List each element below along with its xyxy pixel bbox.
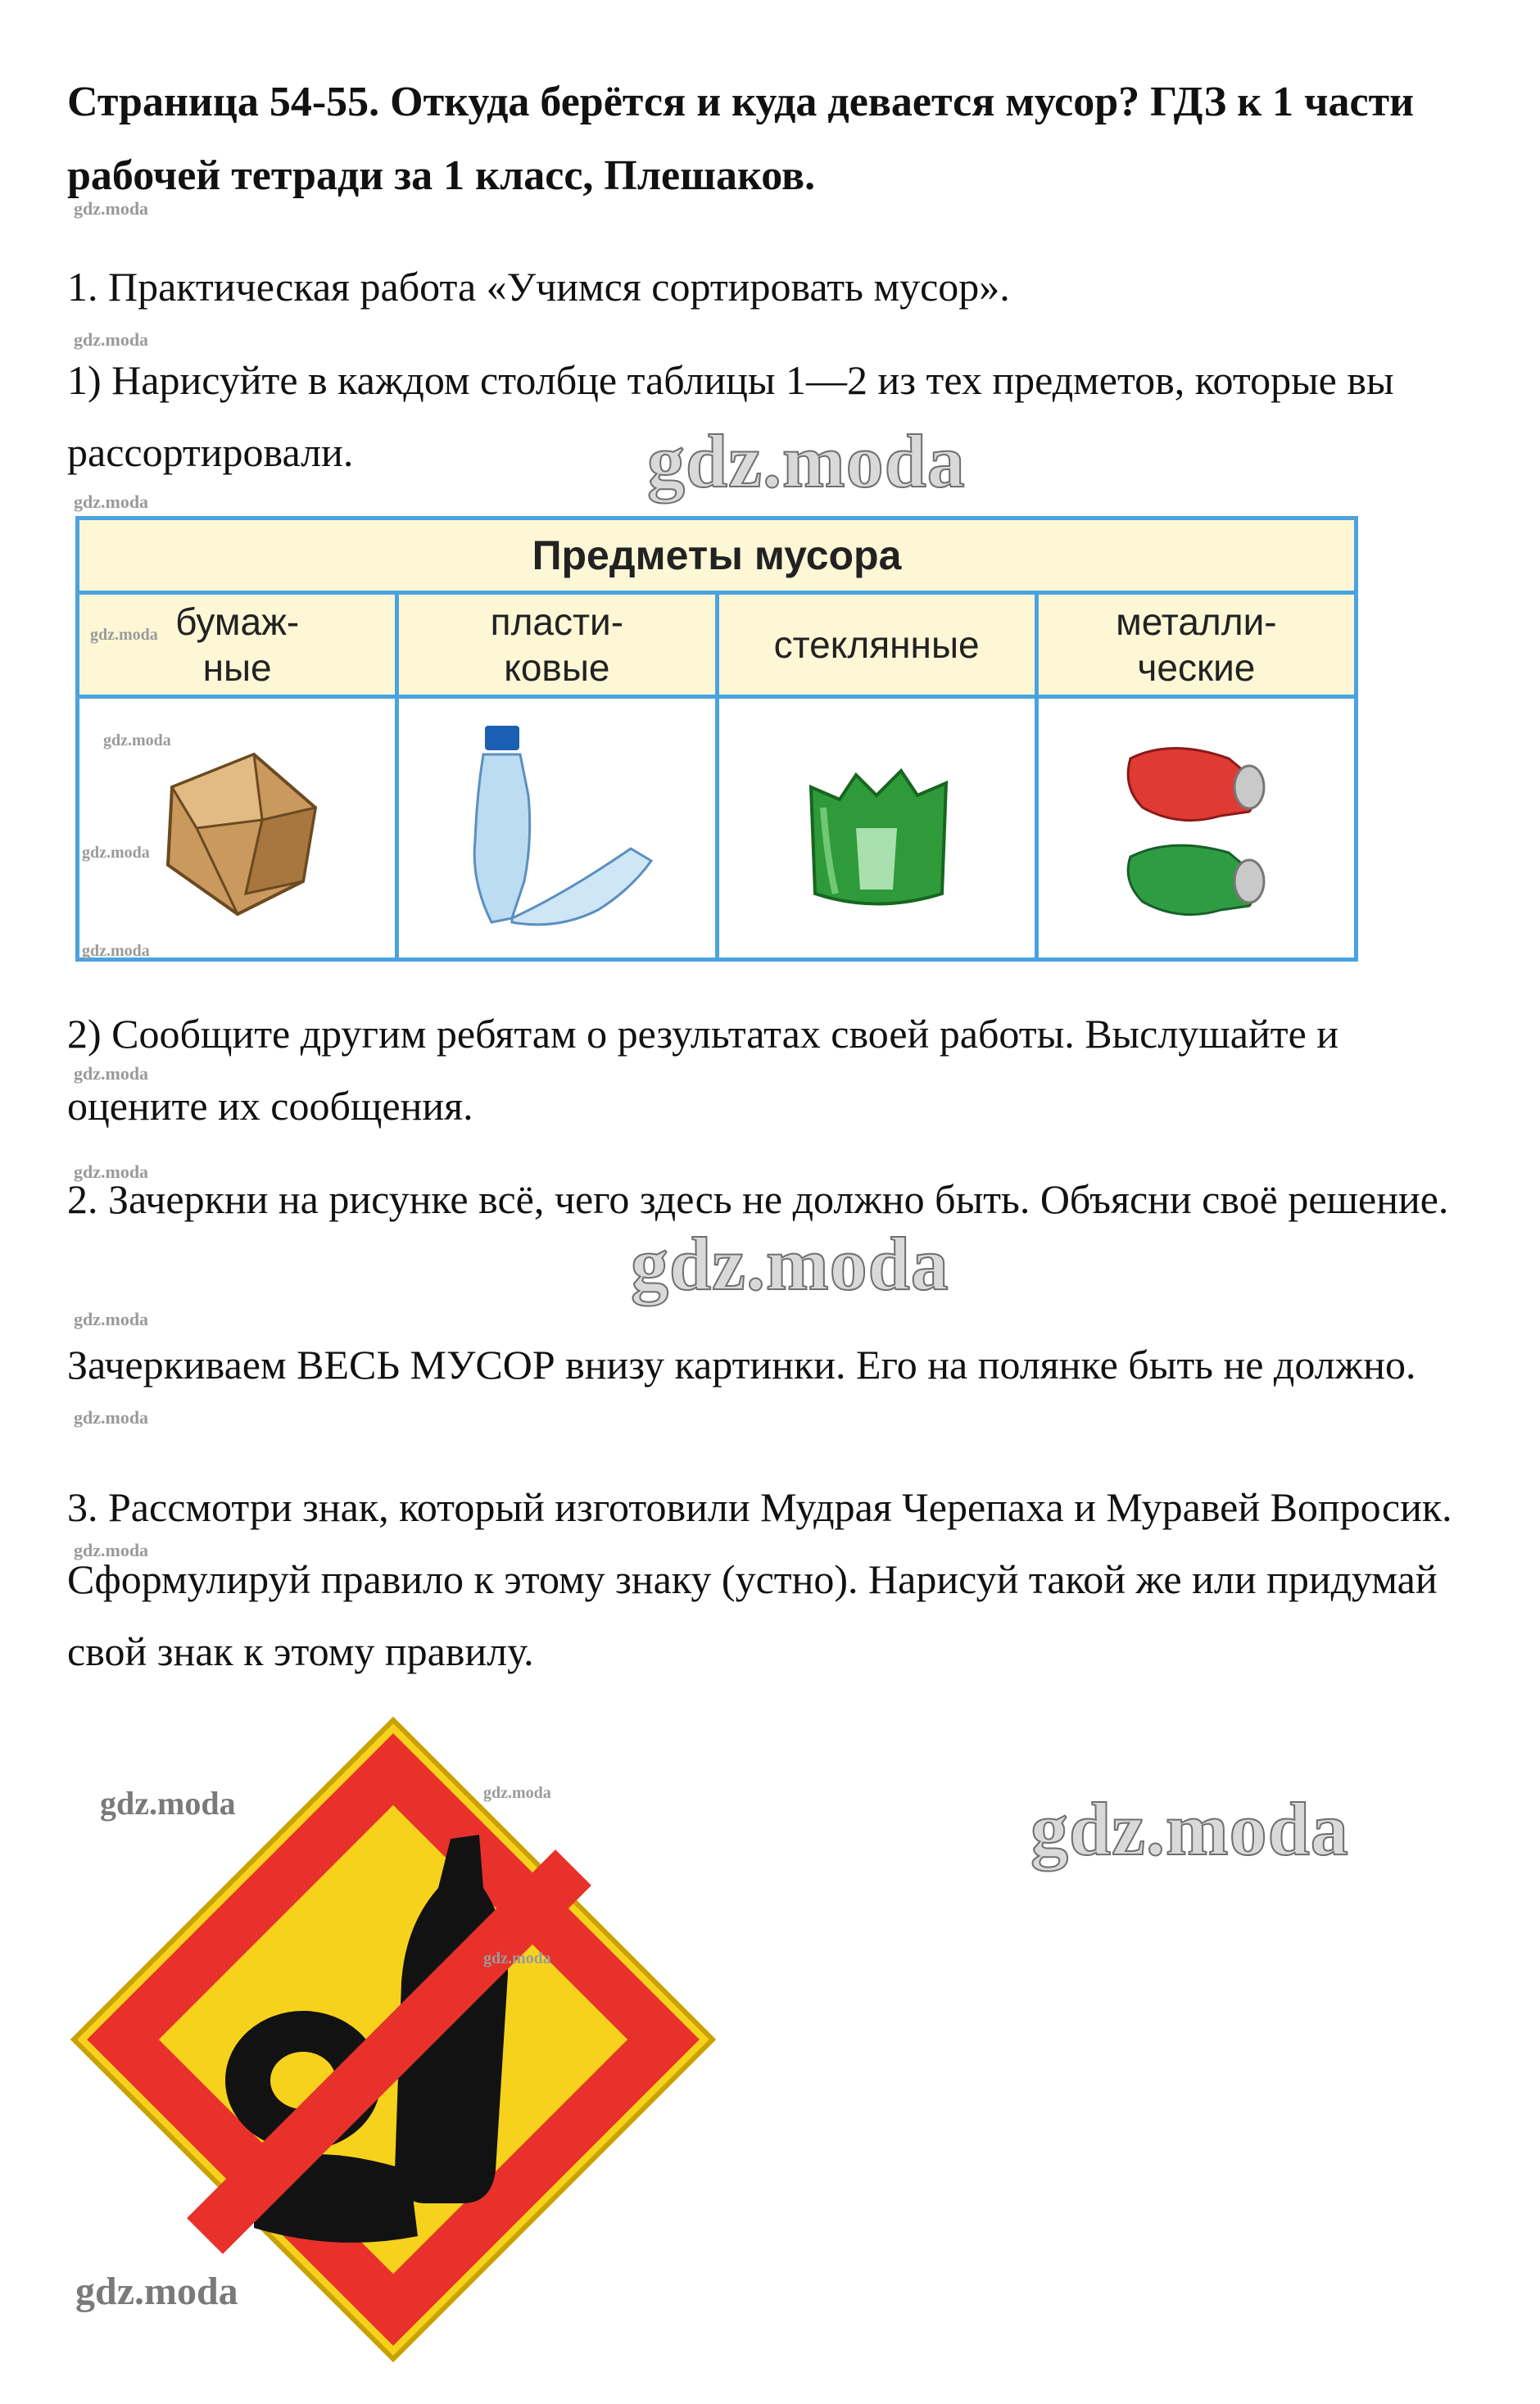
- category-metal: металли- ческие: [1116, 600, 1277, 689]
- crushed-cans-icon: [1098, 722, 1294, 935]
- watermark-small: gdz.moda: [483, 1784, 551, 1802]
- table-header: Предметы мусора: [79, 520, 1354, 595]
- watermark-small: gdz.moda: [74, 1309, 149, 1329]
- table-categories: [79, 595, 1354, 699]
- watermark-small: gdz.moda: [74, 1161, 149, 1182]
- task-1-step-2: 2) Сообщите другим ребятам о результатах своей работы. Выслушайте и оцените их сообщения.: [67, 1011, 1339, 1129]
- watermark-small: gdz.moda: [74, 1407, 149, 1428]
- cell-plastic: [399, 699, 718, 958]
- watermark-small: gdz.moda: [483, 1949, 551, 1967]
- cell-metal: [1039, 699, 1354, 958]
- watermark-small: gdz.moda: [74, 1063, 149, 1084]
- task-1-heading: 1. Практическая работа «Учимся сортировать мусор».: [67, 264, 1010, 310]
- watermark-medium: gdz.moda: [75, 2270, 238, 2313]
- watermark-large: gdz.moda: [1030, 1787, 1349, 1871]
- watermark-small: gdz.moda: [90, 626, 158, 644]
- watermark-small: gdz.moda: [74, 1540, 149, 1560]
- watermark-small: gdz.moda: [82, 844, 150, 862]
- watermark-small: gdz.moda: [82, 942, 150, 960]
- category-glass: стеклянные: [719, 595, 1039, 695]
- page-title: Страница 54-55. Откуда берётся и куда девается мусор? ГДЗ к 1 части рабочей тетради за 1 класс, Плешаков.: [67, 79, 1415, 199]
- watermark-small: gdz.moda: [103, 731, 171, 749]
- category-plastic: пласти- ковые: [399, 595, 718, 695]
- broken-glass-icon: [778, 730, 975, 926]
- watermark-small: gdz.moda: [74, 198, 149, 219]
- watermark-medium: gdz.moda: [100, 1785, 236, 1822]
- watermark-large: gdz.moda: [631, 1222, 949, 1306]
- task-2-answer: Зачеркиваем ВЕСЬ МУСОР внизу картинки. Его на полянке быть не должно.: [67, 1342, 1416, 1388]
- category-paper: бумаж- ные: [79, 595, 399, 695]
- waste-sorting-table: [75, 516, 1358, 962]
- task-2-heading: 2. Зачеркни на рисунке всё, чего здесь не должно быть. Объясни своё решение.: [67, 1176, 1449, 1222]
- watermark-small: gdz.moda: [74, 491, 149, 512]
- plastic-bottle-icon: [434, 718, 680, 939]
- watermark-small: gdz.moda: [74, 329, 149, 350]
- table-items-row: [79, 699, 1354, 958]
- task-3-heading: 3. Рассмотри знак, который изготовили Мудрая Черепаха и Муравей Вопросик. Сформулируй правило к этому знаку (устно). Нарисуй такой же или придумай свой знак к этому правилу.: [67, 1484, 1452, 1674]
- watermark-large: gdz.moda: [647, 419, 966, 503]
- task-1-instruction: 1) Нарисуйте в каждом столбце таблицы 1—2 из тех предметов, которые вы рассортировали.: [67, 357, 1394, 475]
- cell-glass: [719, 699, 1039, 958]
- cardboard-box-icon: [139, 730, 336, 926]
